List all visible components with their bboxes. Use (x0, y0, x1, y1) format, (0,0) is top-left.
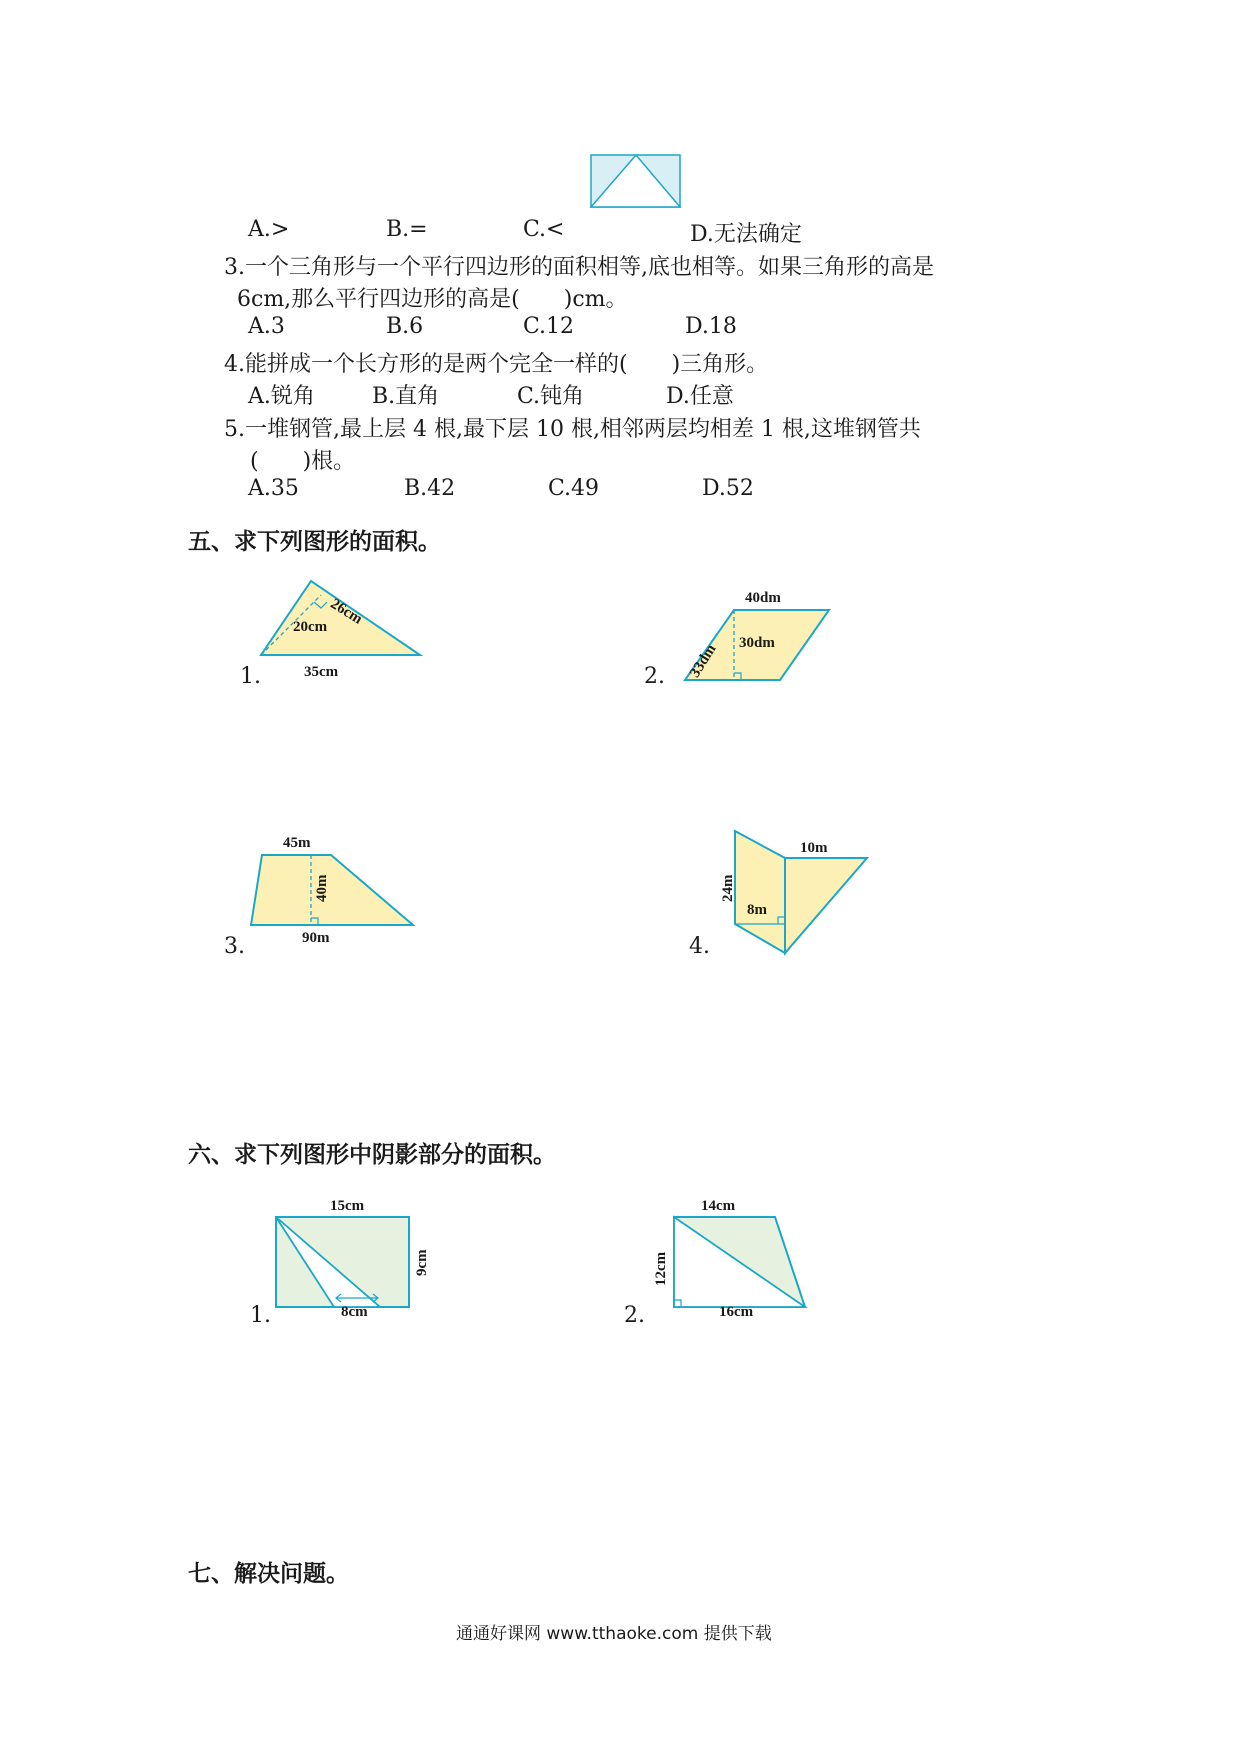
fig5-3-top-label: 45m (283, 835, 311, 851)
fig5-3-trapezoid (248, 852, 418, 928)
q5-option-a: A.35 (248, 476, 299, 501)
section7-title: 七、解决问题。 (188, 1561, 349, 1587)
fig5-4-left-label: 24m (720, 874, 736, 902)
q2-option-d: D.无法确定 (690, 222, 802, 247)
q2-option-b: B.= (386, 217, 428, 242)
fig5-1-base-label: 35cm (304, 664, 339, 680)
fig5-1-number: 1. (240, 664, 261, 689)
q4-option-d: D.任意 (666, 384, 734, 409)
fig6-1-top-label: 15cm (330, 1198, 365, 1214)
footer-text: 通通好课网 www.tthaoke.com 提供下载 (456, 1624, 772, 1644)
section6-title: 六、求下列图形中阴影部分的面积。 (188, 1142, 556, 1168)
q4-text: 4.能拼成一个长方形的是两个完全一样的( )三角形。 (224, 352, 769, 377)
fig6-1-number: 1. (250, 1303, 271, 1328)
fig5-2-side-label: 33dm (687, 641, 720, 681)
fig5-4-number: 4. (689, 934, 710, 959)
q3-text-line2: 6cm,那么平行四边形的高是( )cm。 (237, 287, 628, 312)
fig5-3-base-label: 90m (302, 930, 330, 946)
fig6-2-left-label: 12cm (653, 1251, 669, 1286)
q3-text-line1: 3.一个三角形与一个平行四边形的面积相等,底也相等。如果三角形的高是 (224, 255, 934, 280)
fig6-1-bottom-label: 8cm (341, 1304, 368, 1320)
fig6-2-number: 2. (624, 1303, 645, 1328)
q3-option-a: A.3 (248, 314, 285, 339)
fig5-2-height-label: 30dm (739, 635, 775, 651)
fig5-4-inner-label: 8m (747, 902, 767, 918)
q5-option-b: B.42 (404, 476, 456, 501)
q5-option-d: D.52 (702, 476, 754, 501)
q4-option-a: A.锐角 (248, 384, 315, 409)
fig6-1-rectangle (273, 1214, 413, 1310)
fig5-3-height-label: 40m (314, 874, 330, 902)
q2-option-a: A.> (248, 217, 290, 242)
section5-title: 五、求下列图形的面积。 (188, 529, 441, 555)
q5-option-c: C.49 (548, 476, 600, 501)
fig5-3-number: 3. (224, 934, 245, 959)
q4-option-c: C.钝角 (517, 384, 585, 409)
fig6-1-right-label: 9cm (414, 1249, 430, 1276)
fig6-2-bottom-label: 16cm (719, 1304, 754, 1320)
q4-option-b: B.直角 (372, 384, 440, 409)
q3-option-c: C.12 (523, 314, 575, 339)
q2-option-c: C.< (523, 217, 565, 242)
q5-text-line2: ( )根。 (250, 449, 356, 474)
q3-option-b: B.6 (386, 314, 424, 339)
fig6-2-top-label: 14cm (701, 1198, 736, 1214)
fig5-4-right-label: 10m (800, 840, 828, 856)
folded-square-figure (590, 154, 682, 210)
fig5-1-height-label: 20cm (293, 619, 328, 635)
fig5-1-side-label: 26cm (327, 596, 365, 628)
fig6-2-trapezoid (671, 1214, 811, 1310)
fig5-2-top-label: 40dm (745, 590, 781, 606)
q3-option-d: D.18 (685, 314, 737, 339)
fig5-2-number: 2. (644, 664, 665, 689)
q5-text-line1: 5.一堆钢管,最上层 4 根,最下层 10 根,相邻两层均相差 1 根,这堆钢管共 (224, 417, 921, 442)
